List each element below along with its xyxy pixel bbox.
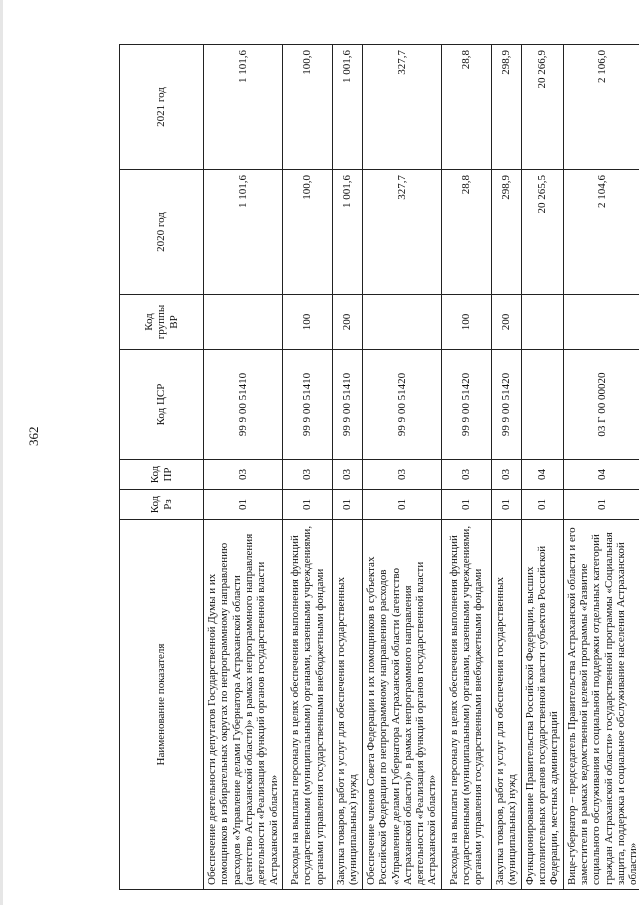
row-2021: 100,0 <box>282 45 332 170</box>
budget-table-container <box>119 45 639 890</box>
scan-edge <box>0 0 3 905</box>
row-rz: 01 <box>204 490 283 520</box>
row-2021: 1 101,6 <box>204 45 283 170</box>
row-csr: 99 9 00 51410 <box>282 350 332 460</box>
row-rz: 01 <box>441 490 491 520</box>
row-pr: 03 <box>282 460 332 490</box>
row-vr <box>563 295 639 350</box>
row-2020: 327,7 <box>362 170 441 295</box>
row-2020: 28,8 <box>441 170 491 295</box>
row-pr: 03 <box>204 460 283 490</box>
table-row <box>563 45 639 890</box>
row-vr: 200 <box>332 295 362 350</box>
header-csr: Код ЦСР <box>120 350 204 460</box>
row-vr <box>521 295 563 350</box>
row-2020: 298,9 <box>491 170 521 295</box>
row-name: Вице-губернатор – председатель Правительства Астраханской области и его заместители в рамках ведомственной целевой программы «Развитие социального обслуживания и социальной поддержки отдельных категорий граждан Астраханской области» государственной программы «Социальная защита, поддержка и социальное обслуживание населения Астраханской области» <box>563 520 639 890</box>
row-2020: 1 001,6 <box>332 170 362 295</box>
row-name: Закупка товаров, работ и услуг для обеспечения государственных (муниципальных) нужд <box>332 520 362 890</box>
row-rz: 01 <box>332 490 362 520</box>
row-vr: 200 <box>491 295 521 350</box>
row-2020: 20 265,5 <box>521 170 563 295</box>
header-pr: Код ПР <box>120 460 204 490</box>
row-csr: 03 Г 00 00020 <box>563 350 639 460</box>
row-name: Функционирование Правительства Российской Федерации, высших исполнительных органов государственной власти субъектов Российской Федерации, местных администраций <box>521 520 563 890</box>
row-2021: 327,7 <box>362 45 441 170</box>
row-vr <box>362 295 441 350</box>
row-pr: 03 <box>441 460 491 490</box>
header-vr: Код группы ВР <box>120 295 204 350</box>
row-pr: 03 <box>332 460 362 490</box>
table-header-row <box>120 45 204 890</box>
row-rz: 01 <box>282 490 332 520</box>
table-row <box>332 45 362 890</box>
row-csr: 99 9 00 51420 <box>441 350 491 460</box>
row-vr: 100 <box>282 295 332 350</box>
row-name: Закупка товаров, работ и услуг для обеспечения государственных (муниципальных) нужд <box>491 520 521 890</box>
row-pr: 04 <box>563 460 639 490</box>
row-name: Расходы на выплаты персоналу в целях обеспечения выполнения функций государственными (муниципальными) органами, казенными учреждениями, органами управления государственными внебюджетными фондами <box>441 520 491 890</box>
row-csr: 99 9 00 51420 <box>491 350 521 460</box>
budget-table <box>119 44 639 890</box>
row-2021: 2 106,0 <box>563 45 639 170</box>
row-2021: 28,8 <box>441 45 491 170</box>
row-csr: 99 9 00 51410 <box>204 350 283 460</box>
row-rz: 01 <box>563 490 639 520</box>
row-pr: 03 <box>491 460 521 490</box>
row-rz: 01 <box>491 490 521 520</box>
table-row <box>362 45 441 890</box>
table-row <box>521 45 563 890</box>
header-2021: 2021 год <box>120 45 204 170</box>
row-name: Обеспечение деятельности депутатов Государственной Думы и их помощников в избирательных округах по непрограммному направлению расходов «Управление делами Губернатора Астраханской области (агентство Астраханской области)» в рамках непрограммного направления деятельности «Реализация функций органов государственной власти Астраханской области» <box>204 520 283 890</box>
row-csr: 99 9 00 51420 <box>362 350 441 460</box>
row-2020: 1 101,6 <box>204 170 283 295</box>
row-csr <box>521 350 563 460</box>
table-row <box>441 45 491 890</box>
table-row <box>282 45 332 890</box>
row-2021: 298,9 <box>491 45 521 170</box>
row-2021: 20 266,9 <box>521 45 563 170</box>
row-name: Расходы на выплаты персоналу в целях обеспечения выполнения функций государственными (муниципальными) органами, казенными учреждениями, органами управления государственными внебюджетными фондами <box>282 520 332 890</box>
row-name: Обеспечение членов Совета Федерации и их помощников в субъектах Российской Федерации по непрограммному направлению расходов «Управление делами Губернатора Астраханской области (агентство Астраханской области)» в рамках непрограммного направления деятельности «Реализация функций органов государственной власти Астраханской области» <box>362 520 441 890</box>
row-2021: 1 001,6 <box>332 45 362 170</box>
row-2020: 100,0 <box>282 170 332 295</box>
row-csr: 99 9 00 51410 <box>332 350 362 460</box>
row-vr: 100 <box>441 295 491 350</box>
header-name: Наименование показателя <box>120 520 204 890</box>
header-2020: 2020 год <box>120 170 204 295</box>
row-rz: 01 <box>362 490 441 520</box>
row-rz: 01 <box>521 490 563 520</box>
table-row <box>204 45 283 890</box>
header-rz: Код Рз <box>120 490 204 520</box>
row-2020: 2 104,6 <box>563 170 639 295</box>
row-pr: 04 <box>521 460 563 490</box>
page-number: 362 <box>26 426 41 446</box>
table-row <box>491 45 521 890</box>
row-pr: 03 <box>362 460 441 490</box>
row-vr <box>204 295 283 350</box>
